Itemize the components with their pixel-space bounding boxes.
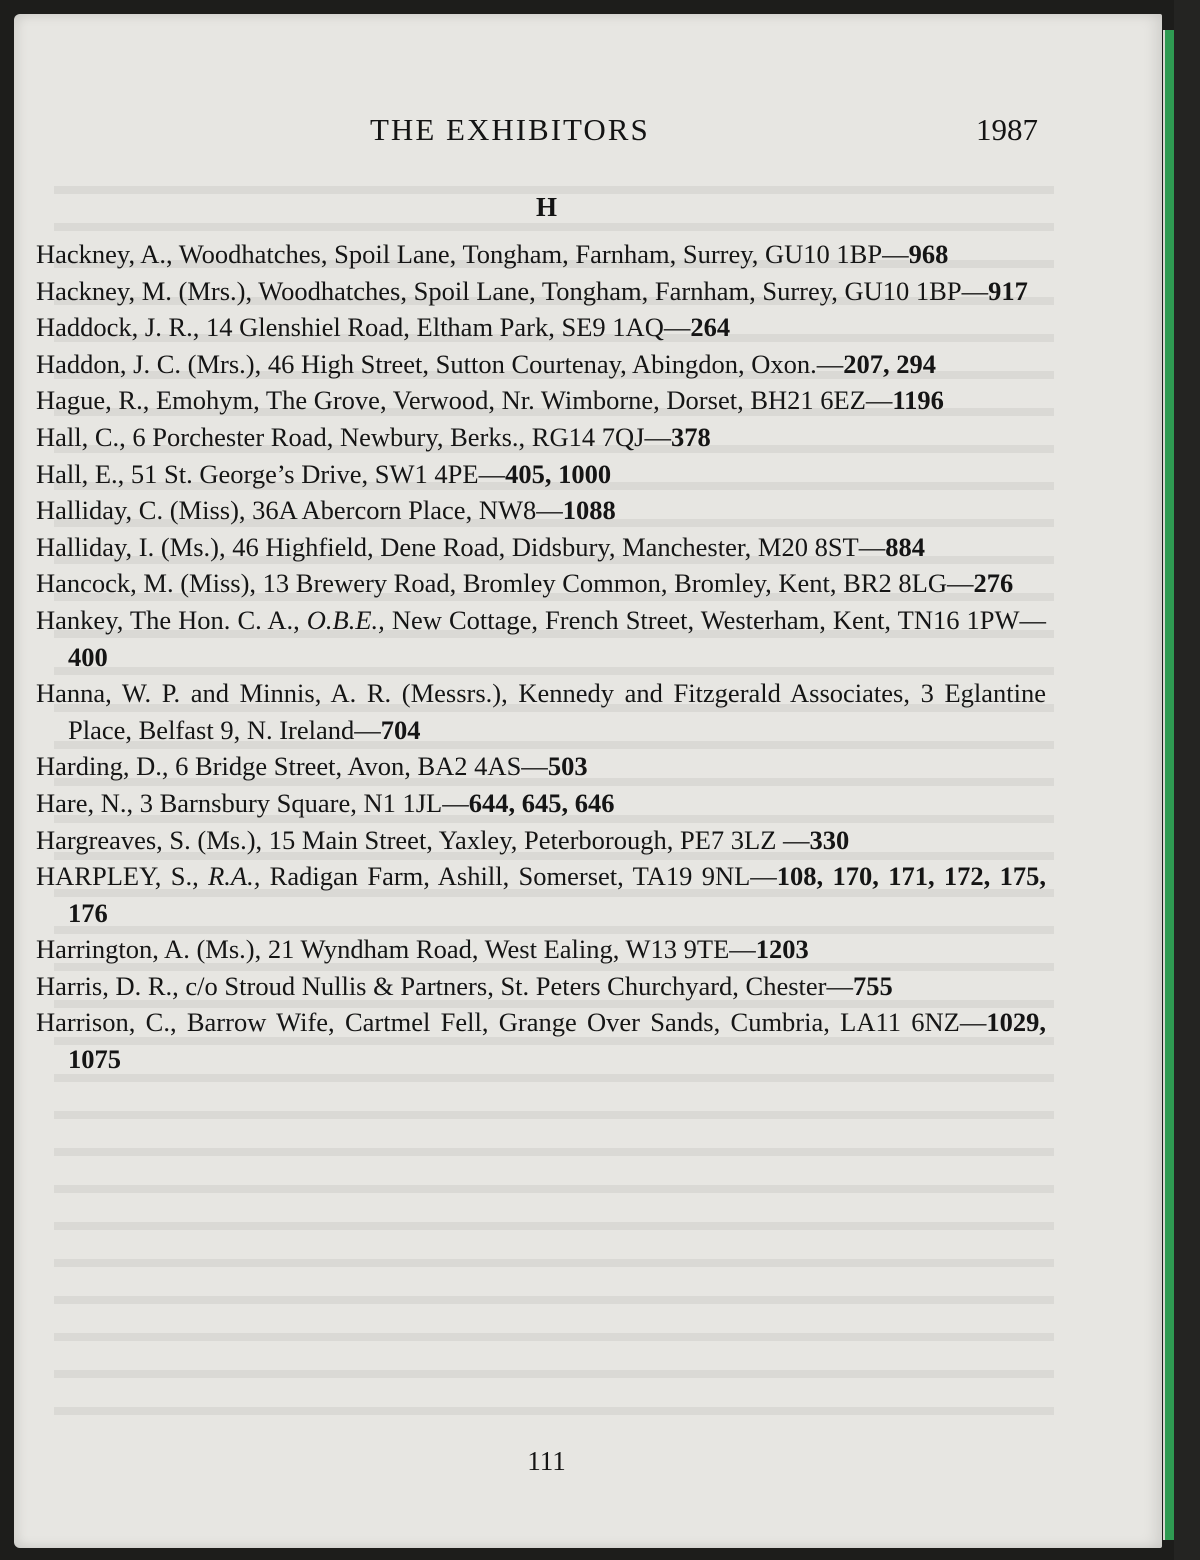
exhibit-numbers: 378 [670,421,711,452]
list-item: Harrington, A. (Ms.), 21 Wyndham Road, West Ealing, W13 9TE—1203 [36,934,809,965]
list-item: Halliday, C. (Miss), 36A Abercorn Place, NW8—1088 [36,495,616,526]
list-item: Hall, C., 6 Porchester Road, Newbury, Berks., RG14 7QJ—378 [36,421,711,452]
header-year: 1987 [976,112,1038,147]
page-header [370,112,1050,152]
exhibit-numbers: 1088 [562,495,616,526]
scan-edge [1174,0,1200,1560]
exhibit-numbers: 264 [690,312,731,343]
exhibit-numbers: 330 [809,824,850,855]
list-item: Hanna, W. P. and Minnis, A. R. (Messrs.), Kennedy and Fitzgerald Associates, 3 Eglantine Place, Belfast 9, N. Ireland—704 [36,678,1046,745]
list-item: Hall, E., 51 St. George’s Drive, SW1 4PE—405, 1000 [36,458,612,489]
exhibit-numbers: 207, 294 [843,348,936,379]
list-item: Haddock, J. R., 14 Glenshiel Road, Eltham Park, SE9 1AQ—264 [36,312,731,343]
page-edge-green [1163,30,1174,1540]
list-item: Hancock, M. (Miss), 13 Brewery Road, Bromley Common, Bromley, Kent, BR2 8LG—276 [36,568,1014,599]
exhibit-numbers: 917 [988,275,1028,306]
exhibit-numbers: 755 [852,970,893,1001]
list-item: HARPLEY, S., R.A., Radigan Farm, Ashill, Somerset, TA19 9NL—108, 170, 171, 172, 175, 176 [36,861,1047,928]
exhibit-numbers: 884 [885,531,925,562]
exhibitor-list [36,236,1046,1078]
honour-abbreviation: R.A., [208,861,261,892]
list-item: Harrison, C., Barrow Wife, Cartmel Fell, Grange Over Sands, Cumbria, LA11 6NZ—1029, 1075 [36,1007,1046,1075]
exhibit-numbers: 400 [68,641,108,672]
exhibit-numbers: 704 [380,714,421,745]
exhibit-numbers: 968 [908,239,949,269]
honour-abbreviation: O.B.E., [306,604,385,635]
list-item: Hargreaves, S. (Ms.), 15 Main Street, Yaxley, Peterborough, PE7 3LZ —330 [36,824,850,855]
list-item: Hackney, M. (Mrs.), Woodhatches, Spoil Lane, Tongham, Farnham, Surrey, GU10 1BP—917 [36,275,1028,306]
page-number: 111 [527,1446,566,1476]
list-item: Harris, D. R., c/o Stroud Nullis & Partners, St. Peters Churchyard, Chester—755 [36,970,893,1001]
running-title: THE EXHIBITORS [370,112,650,147]
exhibit-numbers: 1203 [755,934,809,965]
exhibit-numbers: 405, 1000 [505,458,612,489]
exhibit-numbers: 276 [973,568,1014,599]
list-item: Hackney, A., Woodhatches, Spoil Lane, Tongham, Farnham, Surrey, GU10 1BP—968 [36,239,949,269]
exhibit-numbers: 644, 645, 646 [468,787,615,818]
section-letter: H [535,192,557,222]
exhibit-numbers: 1196 [892,385,944,416]
book-page [14,14,1162,1548]
list-item: Hankey, The Hon. C. A., O.B.E., New Cottage, French Street, Westerham, Kent, TN16 1PW—400 [36,604,1047,672]
exhibit-numbers: 1029, 1075 [68,1007,1046,1075]
list-item: Halliday, I. (Ms.), 46 Highfield, Dene Road, Didsbury, Manchester, M20 8ST—884 [36,531,925,562]
list-item: Hague, R., Emohym, The Grove, Verwood, Nr. Wimborne, Dorset, BH21 6EZ—1196 [36,385,944,416]
list-item: Harding, D., 6 Bridge Street, Avon, BA2 4AS—503 [36,751,588,782]
exhibit-numbers: 108, 170, 171, 172, 175, 176 [68,861,1047,928]
list-item: Haddon, J. C. (Mrs.), 46 High Street, Sutton Courtenay, Abingdon, Oxon.—207, 294 [36,348,936,379]
exhibit-numbers: 503 [547,751,588,782]
list-item: Hare, N., 3 Barnsbury Square, N1 1JL—644, 645, 646 [36,787,615,818]
